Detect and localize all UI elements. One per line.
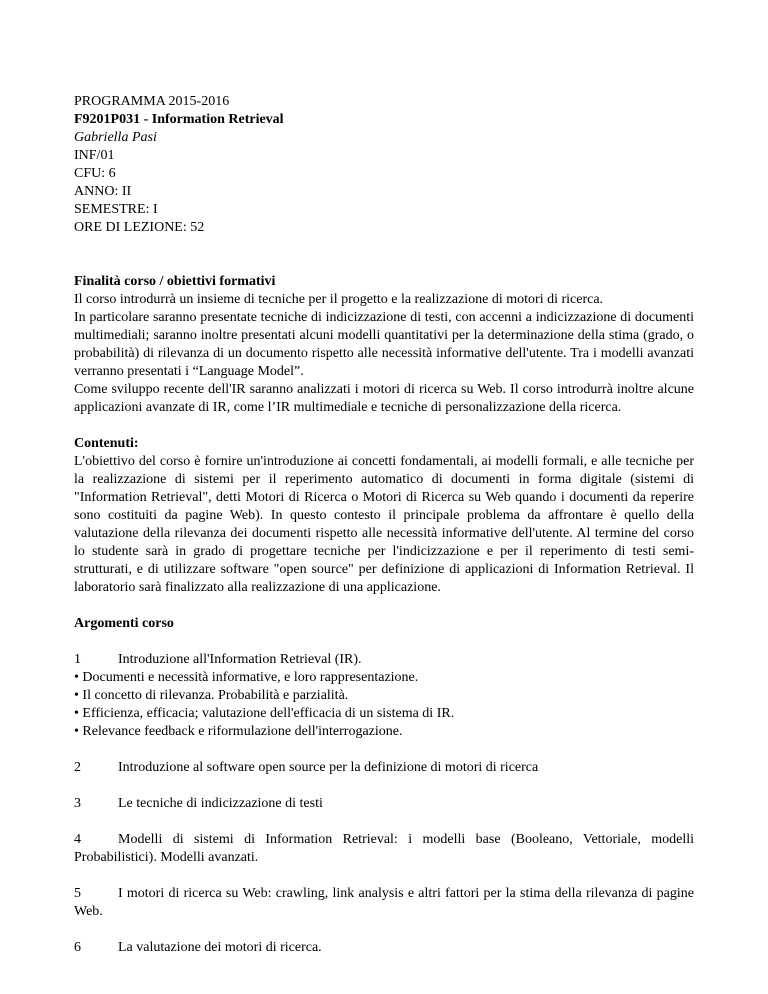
finalita-paragraph-2: Come sviluppo recente dell'IR saranno analizzati i motori di ricerca su Web. Il corso introdurrà inoltre alcune applicazioni avanzate di IR, come l’IR multimediale e tecniche di personalizzazione della ricerca.: [74, 382, 694, 415]
topic-2: [74, 759, 694, 777]
teacher-name: Gabriella Pasi: [74, 130, 157, 145]
programme-year: PROGRAMMA 2015-2016: [74, 94, 230, 109]
list-item: • Il concetto di rilevanza. Probabilità e parzialità.: [74, 688, 349, 703]
argomenti-heading: Argomenti corso: [74, 616, 174, 631]
finalita-intro: Il corso introdurrà un insieme di tecniche per il progetto e la realizzazione di motori di ricerca.: [74, 292, 604, 307]
topic-title: Le tecniche di indicizzazione di testi: [118, 796, 323, 811]
topic-title: Introduzione al software open source per la definizione di motori di ricerca: [118, 760, 539, 775]
topic-number: 2: [74, 760, 81, 775]
argomenti-section: [74, 615, 694, 957]
finalita-section: [74, 273, 694, 417]
topic-number: 6: [74, 940, 81, 955]
topic-title: La valutazione dei motori di ricerca.: [118, 940, 322, 955]
ore-lezione: ORE DI LEZIONE: 52: [74, 220, 205, 235]
finalita-paragraph-1: In particolare saranno presentate tecniche di indicizzazione di testi, con accenni a indicizzazione di documenti multimediali; saranno inoltre presentati alcuni modelli quantitativi per la determinazione della stima (grado, o probabilità) di rilevanza di un documento rispetto alle necessità informative dell'utente. Tra i modelli avanzati verranno presentati i “Language Model”.: [74, 310, 694, 379]
semestre: SEMESTRE: I: [74, 202, 158, 217]
topic-number: 3: [74, 796, 81, 811]
topic-1-bullets: [74, 669, 694, 741]
list-item: • Relevance feedback e riformulazione dell'interrogazione.: [74, 724, 403, 739]
cfu: CFU: 6: [74, 166, 116, 181]
topic-3: [74, 795, 694, 813]
topic-number: 1: [74, 652, 81, 667]
topic-title: Introduzione all'Information Retrieval (IR).: [118, 652, 362, 667]
topic-number: 4: [74, 832, 81, 847]
topic-1: [74, 651, 694, 741]
topic-number: 5: [74, 886, 81, 901]
topic-title: I motori di ricerca su Web: crawling, link analysis e altri fattori per la stima della rilevanza di pagine Web.: [74, 886, 694, 919]
topic-6: [74, 939, 694, 957]
finalita-heading: Finalità corso / obiettivi formativi: [74, 274, 276, 289]
list-item: • Efficienza, efficacia; valutazione dell'efficacia di un sistema di IR.: [74, 706, 455, 721]
ssd-code: INF/01: [74, 148, 115, 163]
topic-title: Modelli di sistemi di Information Retrieval: i modelli base (Booleano, Vettoriale, modelli Probabilistici). Modelli avanzati.: [74, 832, 694, 865]
contenuti-heading: Contenuti:: [74, 436, 139, 451]
course-header: [74, 93, 694, 237]
anno: ANNO: II: [74, 184, 132, 199]
course-title: F9201P031 - Information Retrieval: [74, 112, 284, 127]
contenuti-section: [74, 435, 694, 597]
topic-5: [74, 885, 694, 921]
document-page: [74, 93, 694, 957]
contenuti-paragraph: L'obiettivo del corso è fornire un'introduzione ai concetti fondamentali, ai modelli formali, e alle tecniche per la realizzazione di sistemi per il reperimento automatico di documenti in forma digitale (sistemi di "Information Retrieval", detti Motori di Ricerca o Motori di Ricerca su Web quando i documenti da reperire sono costituiti da pagine Web). In questo contesto il principale problema da affrontare è quello della valutazione della rilevanza dei documenti rispetto alle necessità informative dell'utente. Al termine del corso lo studente sarà in grado di progettare tecniche per l'indicizzazione e per il reperimento di testi semi-strutturati, e di utilizzare software "open source" per definizione di applicazioni di Information Retrieval. Il laboratorio sarà finalizzato alla realizzazione di una applicazione.: [74, 454, 694, 595]
list-item: • Documenti e necessità informative, e loro rappresentazione.: [74, 670, 419, 685]
topic-4: [74, 831, 694, 867]
